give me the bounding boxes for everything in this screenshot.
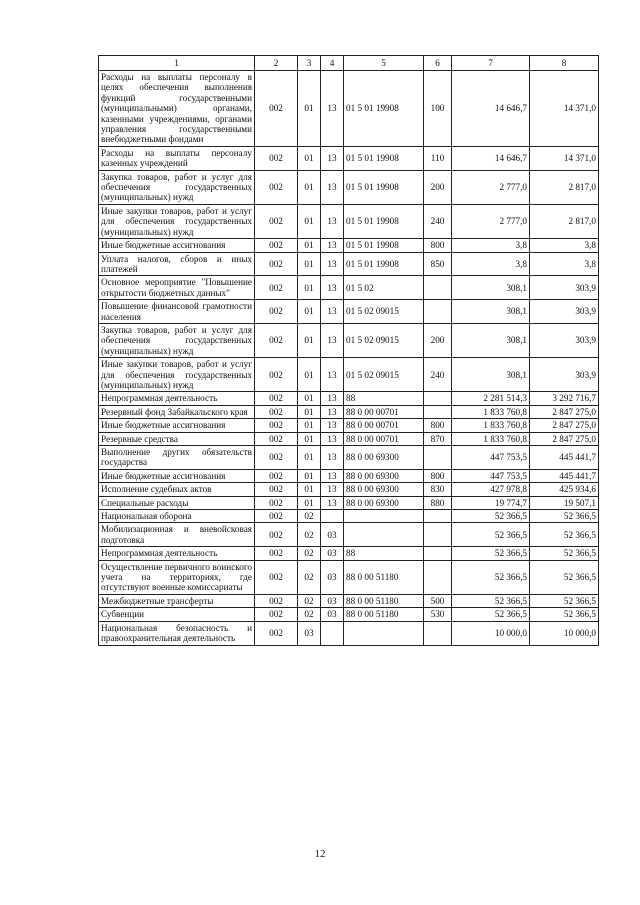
cell-subsection: 13 bbox=[321, 323, 344, 357]
row-name: Иные бюджетные ассигнования bbox=[99, 419, 255, 432]
cell-expense-type: 800 bbox=[424, 419, 452, 432]
cell-ministry: 002 bbox=[255, 276, 298, 300]
cell-expense-type bbox=[424, 510, 452, 523]
budget-table bbox=[98, 55, 599, 646]
row-name: Расходы на выплаты персоналу в целях обеспечения выполнения функций государственными (муниципальными) органами, казенными учреждениями, органами управления государственными внебюджетными фондами bbox=[99, 71, 255, 147]
cell-target-article: 01 5 01 19908 bbox=[344, 239, 424, 252]
cell-target-article: 88 0 00 69300 bbox=[344, 446, 424, 470]
cell-section: 03 bbox=[298, 621, 321, 645]
cell-subsection: 13 bbox=[321, 358, 344, 392]
cell-ministry: 002 bbox=[255, 496, 298, 509]
table-header-row bbox=[99, 56, 599, 71]
cell-ministry: 002 bbox=[255, 300, 298, 324]
row-name: Уплата налогов, сборов и иных платежей bbox=[99, 252, 255, 276]
cell-expense-type bbox=[424, 300, 452, 324]
cell-target-article: 88 0 00 51180 bbox=[344, 594, 424, 607]
cell-ministry: 002 bbox=[255, 523, 298, 547]
table-row bbox=[99, 469, 599, 482]
table-row bbox=[99, 432, 599, 445]
cell-section: 01 bbox=[298, 146, 321, 170]
cell-amount-year-1: 2 281 514,3 bbox=[452, 392, 530, 405]
row-name: Иные бюджетные ассигнования bbox=[99, 239, 255, 252]
cell-subsection: 13 bbox=[321, 146, 344, 170]
table-row bbox=[99, 276, 599, 300]
cell-amount-year-2: 303,9 bbox=[530, 358, 599, 392]
cell-section: 01 bbox=[298, 405, 321, 418]
cell-amount-year-1: 52 366,5 bbox=[452, 547, 530, 560]
cell-amount-year-2: 52 366,5 bbox=[530, 523, 599, 547]
cell-amount-year-1: 52 366,5 bbox=[452, 523, 530, 547]
cell-target-article: 88 bbox=[344, 547, 424, 560]
row-name: Специальные расходы bbox=[99, 496, 255, 509]
cell-expense-type: 800 bbox=[424, 239, 452, 252]
row-name: Иные закупки товаров, работ и услуг для обеспечения государственных (муниципальных) нужд bbox=[99, 358, 255, 392]
cell-subsection bbox=[321, 510, 344, 523]
cell-ministry: 002 bbox=[255, 146, 298, 170]
cell-ministry: 002 bbox=[255, 432, 298, 445]
cell-target-article: 01 5 01 19908 bbox=[344, 71, 424, 147]
row-name: Межбюджетные трансферты bbox=[99, 594, 255, 607]
cell-subsection: 13 bbox=[321, 419, 344, 432]
cell-section: 01 bbox=[298, 239, 321, 252]
table-row bbox=[99, 496, 599, 509]
cell-target-article: 88 0 00 69300 bbox=[344, 469, 424, 482]
table-row bbox=[99, 560, 599, 594]
cell-ministry: 002 bbox=[255, 239, 298, 252]
cell-target-article: 88 0 00 69300 bbox=[344, 496, 424, 509]
table-row bbox=[99, 523, 599, 547]
row-name: Национальная оборона bbox=[99, 510, 255, 523]
table-row bbox=[99, 446, 599, 470]
row-name: Резервный фонд Забайкальского края bbox=[99, 405, 255, 418]
cell-amount-year-1: 3,8 bbox=[452, 239, 530, 252]
cell-subsection: 13 bbox=[321, 276, 344, 300]
cell-ministry: 002 bbox=[255, 446, 298, 470]
cell-amount-year-1: 2 777,0 bbox=[452, 170, 530, 204]
cell-section: 01 bbox=[298, 469, 321, 482]
cell-ministry: 002 bbox=[255, 594, 298, 607]
cell-amount-year-2: 14 371,0 bbox=[530, 71, 599, 147]
cell-section: 01 bbox=[298, 432, 321, 445]
cell-amount-year-1: 52 366,5 bbox=[452, 510, 530, 523]
cell-section: 01 bbox=[298, 358, 321, 392]
table-row bbox=[99, 323, 599, 357]
cell-amount-year-2: 2 847 275,0 bbox=[530, 432, 599, 445]
cell-target-article: 88 0 00 51180 bbox=[344, 560, 424, 594]
cell-target-article bbox=[344, 523, 424, 547]
cell-amount-year-1: 308,1 bbox=[452, 358, 530, 392]
cell-amount-year-2: 10 000,0 bbox=[530, 621, 599, 645]
cell-section: 01 bbox=[298, 392, 321, 405]
cell-amount-year-1: 52 366,5 bbox=[452, 594, 530, 607]
cell-amount-year-1: 1 833 760,8 bbox=[452, 432, 530, 445]
cell-subsection: 03 bbox=[321, 560, 344, 594]
cell-section: 02 bbox=[298, 608, 321, 621]
cell-amount-year-1: 2 777,0 bbox=[452, 204, 530, 238]
table-row bbox=[99, 621, 599, 645]
cell-subsection: 03 bbox=[321, 523, 344, 547]
cell-target-article: 88 0 00 51180 bbox=[344, 608, 424, 621]
cell-ministry: 002 bbox=[255, 483, 298, 496]
cell-ministry: 002 bbox=[255, 252, 298, 276]
cell-expense-type: 500 bbox=[424, 594, 452, 607]
cell-amount-year-2: 425 934,6 bbox=[530, 483, 599, 496]
cell-target-article: 01 5 01 19908 bbox=[344, 204, 424, 238]
cell-amount-year-2: 2 817,0 bbox=[530, 170, 599, 204]
cell-section: 01 bbox=[298, 496, 321, 509]
table-row bbox=[99, 146, 599, 170]
cell-target-article: 01 5 01 19908 bbox=[344, 170, 424, 204]
cell-target-article bbox=[344, 621, 424, 645]
row-name: Повышение финансовой грамотности населения bbox=[99, 300, 255, 324]
table-row bbox=[99, 71, 599, 147]
table-row bbox=[99, 608, 599, 621]
row-name: Закупка товаров, работ и услуг для обеспечения государственных (муниципальных) нужд bbox=[99, 170, 255, 204]
cell-subsection: 13 bbox=[321, 392, 344, 405]
cell-expense-type: 200 bbox=[424, 323, 452, 357]
cell-ministry: 002 bbox=[255, 405, 298, 418]
cell-subsection: 13 bbox=[321, 71, 344, 147]
cell-target-article: 88 bbox=[344, 392, 424, 405]
row-name: Резервные средства bbox=[99, 432, 255, 445]
table-row bbox=[99, 358, 599, 392]
cell-subsection: 13 bbox=[321, 252, 344, 276]
row-name: Иные закупки товаров, работ и услуг для обеспечения государственных (муниципальных) нужд bbox=[99, 204, 255, 238]
table-row bbox=[99, 510, 599, 523]
column-header: 5 bbox=[344, 56, 424, 71]
cell-subsection bbox=[321, 621, 344, 645]
cell-ministry: 002 bbox=[255, 392, 298, 405]
table-row bbox=[99, 405, 599, 418]
cell-target-article: 88 0 00 00701 bbox=[344, 432, 424, 445]
cell-amount-year-2: 303,9 bbox=[530, 323, 599, 357]
column-header: 1 bbox=[99, 56, 255, 71]
cell-amount-year-2: 19 507,1 bbox=[530, 496, 599, 509]
column-header: 6 bbox=[424, 56, 452, 71]
cell-ministry: 002 bbox=[255, 358, 298, 392]
column-header: 4 bbox=[321, 56, 344, 71]
row-name: Закупка товаров, работ и услуг для обеспечения государственных (муниципальных) нужд bbox=[99, 323, 255, 357]
cell-amount-year-1: 308,1 bbox=[452, 300, 530, 324]
cell-section: 01 bbox=[298, 446, 321, 470]
cell-section: 01 bbox=[298, 300, 321, 324]
cell-expense-type bbox=[424, 523, 452, 547]
cell-target-article: 01 5 01 19908 bbox=[344, 146, 424, 170]
cell-amount-year-2: 3,8 bbox=[530, 239, 599, 252]
cell-ministry: 002 bbox=[255, 608, 298, 621]
cell-subsection: 03 bbox=[321, 594, 344, 607]
cell-amount-year-1: 308,1 bbox=[452, 323, 530, 357]
cell-expense-type: 240 bbox=[424, 358, 452, 392]
cell-section: 02 bbox=[298, 560, 321, 594]
column-header: 7 bbox=[452, 56, 530, 71]
cell-amount-year-1: 1 833 760,8 bbox=[452, 405, 530, 418]
cell-ministry: 002 bbox=[255, 469, 298, 482]
cell-subsection: 13 bbox=[321, 469, 344, 482]
cell-expense-type: 880 bbox=[424, 496, 452, 509]
cell-amount-year-2: 445 441,7 bbox=[530, 469, 599, 482]
row-name: Выполнение других обязательств государства bbox=[99, 446, 255, 470]
cell-amount-year-2: 52 366,5 bbox=[530, 510, 599, 523]
cell-ministry: 002 bbox=[255, 510, 298, 523]
cell-amount-year-2: 52 366,5 bbox=[530, 547, 599, 560]
column-header: 2 bbox=[255, 56, 298, 71]
cell-amount-year-1: 14 646,7 bbox=[452, 146, 530, 170]
cell-subsection: 13 bbox=[321, 170, 344, 204]
cell-ministry: 002 bbox=[255, 71, 298, 147]
cell-subsection: 03 bbox=[321, 608, 344, 621]
table-row bbox=[99, 419, 599, 432]
cell-section: 01 bbox=[298, 276, 321, 300]
row-name: Мобилизационная и вневойсковая подготовка bbox=[99, 523, 255, 547]
cell-ministry: 002 bbox=[255, 621, 298, 645]
cell-target-article: 01 5 01 19908 bbox=[344, 252, 424, 276]
cell-expense-type: 200 bbox=[424, 170, 452, 204]
cell-amount-year-1: 10 000,0 bbox=[452, 621, 530, 645]
cell-section: 02 bbox=[298, 547, 321, 560]
cell-target-article: 01 5 02 bbox=[344, 276, 424, 300]
cell-amount-year-1: 52 366,5 bbox=[452, 608, 530, 621]
row-name: Расходы на выплаты персоналу казенных учреждений bbox=[99, 146, 255, 170]
cell-ministry: 002 bbox=[255, 547, 298, 560]
cell-subsection: 13 bbox=[321, 446, 344, 470]
cell-expense-type bbox=[424, 560, 452, 594]
cell-subsection: 13 bbox=[321, 405, 344, 418]
cell-expense-type: 100 bbox=[424, 71, 452, 147]
cell-amount-year-2: 52 366,5 bbox=[530, 560, 599, 594]
page-number: 12 bbox=[314, 848, 326, 860]
cell-amount-year-1: 19 774,7 bbox=[452, 496, 530, 509]
cell-section: 01 bbox=[298, 483, 321, 496]
cell-target-article: 88 0 00 00701 bbox=[344, 419, 424, 432]
table-row bbox=[99, 300, 599, 324]
cell-expense-type bbox=[424, 405, 452, 418]
cell-ministry: 002 bbox=[255, 560, 298, 594]
cell-ministry: 002 bbox=[255, 419, 298, 432]
cell-expense-type bbox=[424, 547, 452, 560]
table-row bbox=[99, 483, 599, 496]
table-row bbox=[99, 594, 599, 607]
cell-ministry: 002 bbox=[255, 170, 298, 204]
cell-expense-type: 530 bbox=[424, 608, 452, 621]
row-name: Непрограммная деятельность bbox=[99, 547, 255, 560]
cell-section: 01 bbox=[298, 71, 321, 147]
cell-amount-year-1: 3,8 bbox=[452, 252, 530, 276]
cell-expense-type: 830 bbox=[424, 483, 452, 496]
cell-expense-type: 110 bbox=[424, 146, 452, 170]
cell-amount-year-2: 3,8 bbox=[530, 252, 599, 276]
cell-section: 01 bbox=[298, 252, 321, 276]
cell-subsection: 13 bbox=[321, 239, 344, 252]
cell-subsection: 13 bbox=[321, 300, 344, 324]
cell-target-article: 01 5 02 09015 bbox=[344, 358, 424, 392]
cell-subsection: 13 bbox=[321, 432, 344, 445]
cell-amount-year-1: 308,1 bbox=[452, 276, 530, 300]
cell-subsection: 13 bbox=[321, 496, 344, 509]
table-row bbox=[99, 239, 599, 252]
cell-section: 01 bbox=[298, 323, 321, 357]
cell-amount-year-2: 303,9 bbox=[530, 276, 599, 300]
cell-amount-year-2: 52 366,5 bbox=[530, 594, 599, 607]
cell-section: 01 bbox=[298, 204, 321, 238]
cell-amount-year-2: 14 371,0 bbox=[530, 146, 599, 170]
cell-section: 01 bbox=[298, 170, 321, 204]
row-name: Иные бюджетные ассигнования bbox=[99, 469, 255, 482]
cell-amount-year-1: 1 833 760,8 bbox=[452, 419, 530, 432]
cell-amount-year-2: 445 441,7 bbox=[530, 446, 599, 470]
row-name: Непрограммная деятельность bbox=[99, 392, 255, 405]
row-name: Национальная безопасность и правоохранительная деятельность bbox=[99, 621, 255, 645]
table-row bbox=[99, 547, 599, 560]
cell-amount-year-1: 427 978,8 bbox=[452, 483, 530, 496]
cell-ministry: 002 bbox=[255, 323, 298, 357]
cell-amount-year-1: 14 646,7 bbox=[452, 71, 530, 147]
column-header: 8 bbox=[530, 56, 599, 71]
cell-subsection: 13 bbox=[321, 204, 344, 238]
row-name: Осуществление первичного воинского учета на территориях, где отсутствуют военные комиссариаты bbox=[99, 560, 255, 594]
cell-amount-year-2: 3 292 716,7 bbox=[530, 392, 599, 405]
cell-expense-type bbox=[424, 621, 452, 645]
cell-section: 02 bbox=[298, 510, 321, 523]
table-row bbox=[99, 204, 599, 238]
cell-target-article bbox=[344, 510, 424, 523]
cell-ministry: 002 bbox=[255, 204, 298, 238]
cell-section: 02 bbox=[298, 523, 321, 547]
cell-expense-type: 240 bbox=[424, 204, 452, 238]
cell-expense-type: 870 bbox=[424, 432, 452, 445]
row-name: Исполнение судебных актов bbox=[99, 483, 255, 496]
cell-amount-year-2: 2 817,0 bbox=[530, 204, 599, 238]
cell-amount-year-1: 447 753,5 bbox=[452, 446, 530, 470]
cell-subsection: 03 bbox=[321, 547, 344, 560]
cell-section: 01 bbox=[298, 419, 321, 432]
cell-subsection: 13 bbox=[321, 483, 344, 496]
cell-amount-year-1: 447 753,5 bbox=[452, 469, 530, 482]
table-row bbox=[99, 252, 599, 276]
cell-amount-year-2: 2 847 275,0 bbox=[530, 405, 599, 418]
column-header: 3 bbox=[298, 56, 321, 71]
table-row bbox=[99, 392, 599, 405]
cell-amount-year-2: 52 366,5 bbox=[530, 608, 599, 621]
cell-target-article: 88 0 00 69300 bbox=[344, 483, 424, 496]
cell-amount-year-2: 2 847 275,0 bbox=[530, 419, 599, 432]
table-row bbox=[99, 170, 599, 204]
cell-target-article: 88 0 00 00701 bbox=[344, 405, 424, 418]
cell-expense-type bbox=[424, 276, 452, 300]
cell-amount-year-2: 303,9 bbox=[530, 300, 599, 324]
cell-expense-type bbox=[424, 446, 452, 470]
cell-amount-year-1: 52 366,5 bbox=[452, 560, 530, 594]
cell-expense-type: 800 bbox=[424, 469, 452, 482]
row-name: Субвенции bbox=[99, 608, 255, 621]
cell-expense-type: 850 bbox=[424, 252, 452, 276]
cell-section: 02 bbox=[298, 594, 321, 607]
cell-expense-type bbox=[424, 392, 452, 405]
cell-target-article: 01 5 02 09015 bbox=[344, 323, 424, 357]
cell-target-article: 01 5 02 09015 bbox=[344, 300, 424, 324]
row-name: Основное мероприятие "Повышение открытости бюджетных данных" bbox=[99, 276, 255, 300]
